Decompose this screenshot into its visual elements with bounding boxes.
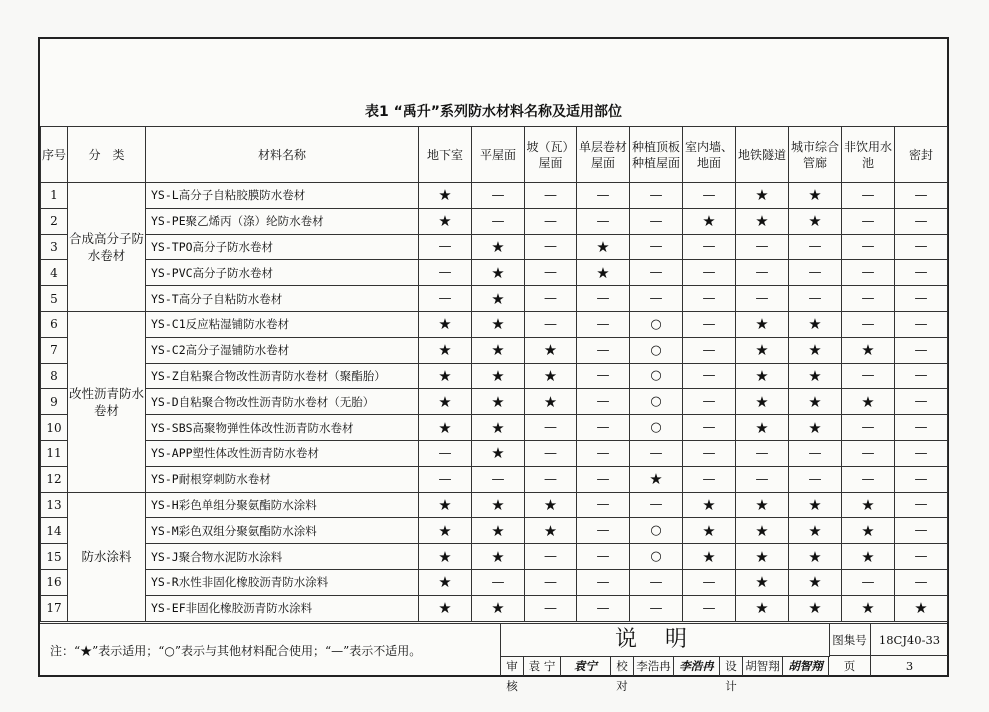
category-cell: 改性沥青防水卷材 xyxy=(68,311,146,492)
applicable-star: ★ xyxy=(472,363,525,389)
not-applicable-dash: — xyxy=(683,440,736,466)
material-name: YS-T高分子自粘防水卷材 xyxy=(146,286,419,312)
not-applicable-dash: — xyxy=(842,363,895,389)
applicable-star: ★ xyxy=(683,492,736,518)
material-name: YS-L高分子自粘胶膜防水卷材 xyxy=(146,183,419,209)
column-header: 城市综合管廊 xyxy=(789,127,842,183)
applicable-star: ★ xyxy=(472,260,525,286)
material-name: YS-D自粘聚合物改性沥青防水卷材（无胎） xyxy=(146,389,419,415)
combined-circle: ○ xyxy=(630,311,683,337)
not-applicable-dash: — xyxy=(419,466,472,492)
not-applicable-dash: — xyxy=(842,234,895,260)
row-number: 10 xyxy=(41,415,68,441)
applicable-star: ★ xyxy=(789,544,842,570)
material-name: YS-C2高分子湿铺防水卷材 xyxy=(146,337,419,363)
row-number: 9 xyxy=(41,389,68,415)
table-row xyxy=(41,492,948,518)
not-applicable-dash: — xyxy=(577,466,630,492)
applicable-star: ★ xyxy=(525,337,577,363)
applicable-star: ★ xyxy=(683,208,736,234)
applicable-star: ★ xyxy=(789,595,842,621)
not-applicable-dash: — xyxy=(577,415,630,441)
table-row xyxy=(41,337,948,363)
not-applicable-dash: — xyxy=(472,466,525,492)
applicable-star: ★ xyxy=(472,595,525,621)
column-header: 非饮用水池 xyxy=(842,127,895,183)
not-applicable-dash: — xyxy=(842,569,895,595)
not-applicable-dash: — xyxy=(472,183,525,209)
table-row xyxy=(41,208,948,234)
not-applicable-dash: — xyxy=(842,415,895,441)
applicable-star: ★ xyxy=(630,466,683,492)
applicable-star: ★ xyxy=(736,518,789,544)
not-applicable-dash: — xyxy=(683,415,736,441)
row-number: 3 xyxy=(41,234,68,260)
applicable-star: ★ xyxy=(789,311,842,337)
column-header: 序号 xyxy=(41,127,68,183)
applicable-star: ★ xyxy=(683,544,736,570)
footer xyxy=(40,623,947,693)
table-row xyxy=(41,260,948,286)
not-applicable-dash: — xyxy=(683,569,736,595)
not-applicable-dash: — xyxy=(789,260,842,286)
review-label: 审核 xyxy=(501,656,524,676)
row-number: 8 xyxy=(41,363,68,389)
not-applicable-dash: — xyxy=(789,234,842,260)
not-applicable-dash: — xyxy=(842,440,895,466)
row-number: 1 xyxy=(41,183,68,209)
column-header: 地铁隧道 xyxy=(736,127,789,183)
not-applicable-dash: — xyxy=(577,569,630,595)
applicable-star: ★ xyxy=(419,569,472,595)
reviewer-signature: 袁宁 xyxy=(561,656,611,676)
not-applicable-dash: — xyxy=(525,286,577,312)
not-applicable-dash: — xyxy=(895,440,948,466)
table-row xyxy=(41,440,948,466)
applicable-star: ★ xyxy=(736,183,789,209)
table-row xyxy=(41,415,948,441)
material-name: YS-R水性非固化橡胶沥青防水涂料 xyxy=(146,569,419,595)
applicable-star: ★ xyxy=(736,208,789,234)
not-applicable-dash: — xyxy=(789,286,842,312)
not-applicable-dash: — xyxy=(577,492,630,518)
applicable-star: ★ xyxy=(472,311,525,337)
applicable-star: ★ xyxy=(419,363,472,389)
table-row xyxy=(41,234,948,260)
not-applicable-dash: — xyxy=(683,595,736,621)
column-header: 室内墙、地面 xyxy=(683,127,736,183)
not-applicable-dash: — xyxy=(683,234,736,260)
not-applicable-dash: — xyxy=(683,363,736,389)
material-name: YS-M彩色双组分聚氨酯防水涂料 xyxy=(146,518,419,544)
not-applicable-dash: — xyxy=(525,311,577,337)
atlas-number: 18CJ40-33 xyxy=(871,624,948,656)
drawing-frame xyxy=(38,37,949,693)
not-applicable-dash: — xyxy=(683,466,736,492)
column-header: 种植顶板种植屋面 xyxy=(630,127,683,183)
row-number: 14 xyxy=(41,518,68,544)
applicable-star: ★ xyxy=(789,518,842,544)
not-applicable-dash: — xyxy=(895,466,948,492)
table-row xyxy=(41,518,948,544)
material-name: YS-C1反应粘湿铺防水卷材 xyxy=(146,311,419,337)
combined-circle: ○ xyxy=(630,389,683,415)
not-applicable-dash: — xyxy=(525,183,577,209)
column-header: 坡（瓦）屋面 xyxy=(525,127,577,183)
material-name: YS-PE聚乙烯丙（涤）纶防水卷材 xyxy=(146,208,419,234)
not-applicable-dash: — xyxy=(895,518,948,544)
not-applicable-dash: — xyxy=(577,183,630,209)
not-applicable-dash: — xyxy=(630,234,683,260)
not-applicable-dash: — xyxy=(789,440,842,466)
not-applicable-dash: — xyxy=(630,595,683,621)
column-header: 单层卷材屋面 xyxy=(577,127,630,183)
combined-circle: ○ xyxy=(630,363,683,389)
applicable-star: ★ xyxy=(842,595,895,621)
applicable-star: ★ xyxy=(842,492,895,518)
not-applicable-dash: — xyxy=(683,389,736,415)
not-applicable-dash: — xyxy=(895,183,948,209)
not-applicable-dash: — xyxy=(895,389,948,415)
table-row xyxy=(41,544,948,570)
applicable-star: ★ xyxy=(472,544,525,570)
category-cell: 合成高分子防水卷材 xyxy=(68,183,146,312)
applicable-star: ★ xyxy=(736,311,789,337)
applicable-star: ★ xyxy=(736,569,789,595)
applicable-star: ★ xyxy=(419,492,472,518)
applicable-star: ★ xyxy=(525,518,577,544)
not-applicable-dash: — xyxy=(895,260,948,286)
applicable-star: ★ xyxy=(577,234,630,260)
not-applicable-dash: — xyxy=(895,363,948,389)
not-applicable-dash: — xyxy=(842,208,895,234)
row-number: 6 xyxy=(41,311,68,337)
applicable-star: ★ xyxy=(472,440,525,466)
combined-circle: ○ xyxy=(630,518,683,544)
not-applicable-dash: — xyxy=(577,544,630,570)
applicable-star: ★ xyxy=(736,595,789,621)
table-header-row xyxy=(41,127,948,183)
not-applicable-dash: — xyxy=(525,595,577,621)
column-header: 平屋面 xyxy=(472,127,525,183)
reviewer-name: 袁 宁 xyxy=(524,656,561,676)
applicable-star: ★ xyxy=(525,492,577,518)
atlas-label: 图集号 xyxy=(829,624,871,656)
material-name: YS-TPO高分子防水卷材 xyxy=(146,234,419,260)
table-row xyxy=(41,183,948,209)
not-applicable-dash: — xyxy=(525,208,577,234)
combined-circle: ○ xyxy=(630,415,683,441)
not-applicable-dash: — xyxy=(895,492,948,518)
applicable-star: ★ xyxy=(419,415,472,441)
combined-circle: ○ xyxy=(630,337,683,363)
legend-note: 注：“★”表示适用；“○”表示与其他材料配合使用；“—”表示不适用。 xyxy=(50,644,422,658)
column-header: 分 类 xyxy=(68,127,146,183)
material-name: YS-J聚合物水泥防水涂料 xyxy=(146,544,419,570)
applicable-star: ★ xyxy=(472,286,525,312)
not-applicable-dash: — xyxy=(630,183,683,209)
applicable-star: ★ xyxy=(577,260,630,286)
applicable-star: ★ xyxy=(789,569,842,595)
table-row xyxy=(41,466,948,492)
title-block xyxy=(500,624,948,693)
not-applicable-dash: — xyxy=(525,234,577,260)
applicable-star: ★ xyxy=(789,363,842,389)
material-name: YS-PVC高分子防水卷材 xyxy=(146,260,419,286)
not-applicable-dash: — xyxy=(736,286,789,312)
row-number: 11 xyxy=(41,440,68,466)
not-applicable-dash: — xyxy=(630,569,683,595)
not-applicable-dash: — xyxy=(842,260,895,286)
applicable-star: ★ xyxy=(736,415,789,441)
checker-signature: 李浩冉 xyxy=(674,656,720,676)
applicable-star: ★ xyxy=(419,311,472,337)
applicable-star: ★ xyxy=(736,337,789,363)
not-applicable-dash: — xyxy=(472,569,525,595)
applicable-star: ★ xyxy=(842,337,895,363)
not-applicable-dash: — xyxy=(630,286,683,312)
not-applicable-dash: — xyxy=(895,311,948,337)
material-name: YS-EF非固化橡胶沥青防水涂料 xyxy=(146,595,419,621)
materials-table xyxy=(40,126,948,622)
applicable-star: ★ xyxy=(789,183,842,209)
applicable-star: ★ xyxy=(419,208,472,234)
not-applicable-dash: — xyxy=(842,183,895,209)
applicable-star: ★ xyxy=(683,518,736,544)
applicable-star: ★ xyxy=(419,183,472,209)
not-applicable-dash: — xyxy=(736,466,789,492)
not-applicable-dash: — xyxy=(683,337,736,363)
not-applicable-dash: — xyxy=(842,286,895,312)
not-applicable-dash: — xyxy=(895,337,948,363)
page-number: 3 xyxy=(905,659,914,673)
applicable-star: ★ xyxy=(472,415,525,441)
not-applicable-dash: — xyxy=(895,234,948,260)
applicable-star: ★ xyxy=(472,234,525,260)
not-applicable-dash: — xyxy=(525,544,577,570)
not-applicable-dash: — xyxy=(472,208,525,234)
not-applicable-dash: — xyxy=(577,208,630,234)
column-header: 地下室 xyxy=(419,127,472,183)
not-applicable-dash: — xyxy=(683,311,736,337)
page-label: 页 xyxy=(829,656,871,676)
not-applicable-dash: — xyxy=(577,595,630,621)
table-row xyxy=(41,389,948,415)
not-applicable-dash: — xyxy=(736,440,789,466)
row-number: 15 xyxy=(41,544,68,570)
applicable-star: ★ xyxy=(472,337,525,363)
not-applicable-dash: — xyxy=(525,440,577,466)
applicable-star: ★ xyxy=(736,544,789,570)
not-applicable-dash: — xyxy=(630,208,683,234)
applicable-star: ★ xyxy=(472,492,525,518)
not-applicable-dash: — xyxy=(895,208,948,234)
not-applicable-dash: — xyxy=(577,286,630,312)
applicable-star: ★ xyxy=(789,415,842,441)
applicable-star: ★ xyxy=(842,389,895,415)
not-applicable-dash: — xyxy=(895,286,948,312)
not-applicable-dash: — xyxy=(419,286,472,312)
applicable-star: ★ xyxy=(736,389,789,415)
not-applicable-dash: — xyxy=(895,569,948,595)
not-applicable-dash: — xyxy=(419,260,472,286)
designer-name: 胡智翔 xyxy=(743,656,783,676)
table-row xyxy=(41,595,948,621)
designer-signature: 胡智翔 xyxy=(783,656,829,676)
not-applicable-dash: — xyxy=(630,440,683,466)
row-number: 13 xyxy=(41,492,68,518)
not-applicable-dash: — xyxy=(577,363,630,389)
applicable-star: ★ xyxy=(525,363,577,389)
not-applicable-dash: — xyxy=(842,466,895,492)
applicable-star: ★ xyxy=(789,208,842,234)
not-applicable-dash: — xyxy=(895,544,948,570)
material-name: YS-Z自粘聚合物改性沥青防水卷材（聚酯胎） xyxy=(146,363,419,389)
applicable-star: ★ xyxy=(789,492,842,518)
not-applicable-dash: — xyxy=(525,569,577,595)
row-number: 16 xyxy=(41,569,68,595)
table-row xyxy=(41,286,948,312)
category-cell: 防水涂料 xyxy=(68,492,146,621)
table-title: 表1 “禹升”系列防水材料名称及适用部位 xyxy=(364,104,623,120)
applicable-star: ★ xyxy=(525,389,577,415)
row-number: 7 xyxy=(41,337,68,363)
row-number: 2 xyxy=(41,208,68,234)
not-applicable-dash: — xyxy=(577,518,630,544)
not-applicable-dash: — xyxy=(736,260,789,286)
combined-circle: ○ xyxy=(630,544,683,570)
table-row xyxy=(41,569,948,595)
applicable-star: ★ xyxy=(895,595,948,621)
row-number: 17 xyxy=(41,595,68,621)
row-number: 5 xyxy=(41,286,68,312)
column-header: 密封 xyxy=(895,127,948,183)
not-applicable-dash: — xyxy=(525,260,577,286)
applicable-star: ★ xyxy=(842,544,895,570)
not-applicable-dash: — xyxy=(895,415,948,441)
not-applicable-dash: — xyxy=(842,311,895,337)
material-name: YS-APP塑性体改性沥青防水卷材 xyxy=(146,440,419,466)
applicable-star: ★ xyxy=(472,518,525,544)
sheet-heading: 说明 xyxy=(501,624,830,657)
material-name: YS-P耐根穿刺防水卷材 xyxy=(146,466,419,492)
table-row xyxy=(41,363,948,389)
not-applicable-dash: — xyxy=(736,234,789,260)
not-applicable-dash: — xyxy=(683,286,736,312)
applicable-star: ★ xyxy=(419,595,472,621)
not-applicable-dash: — xyxy=(525,415,577,441)
material-name: YS-SBS高聚物弹性体改性沥青防水卷材 xyxy=(146,415,419,441)
not-applicable-dash: — xyxy=(419,234,472,260)
not-applicable-dash: — xyxy=(577,311,630,337)
applicable-star: ★ xyxy=(842,518,895,544)
not-applicable-dash: — xyxy=(577,389,630,415)
applicable-star: ★ xyxy=(419,518,472,544)
row-number: 4 xyxy=(41,260,68,286)
applicable-star: ★ xyxy=(789,337,842,363)
applicable-star: ★ xyxy=(789,389,842,415)
applicable-star: ★ xyxy=(472,389,525,415)
applicable-star: ★ xyxy=(419,389,472,415)
not-applicable-dash: — xyxy=(577,337,630,363)
row-number: 12 xyxy=(41,466,68,492)
not-applicable-dash: — xyxy=(630,260,683,286)
applicable-star: ★ xyxy=(419,337,472,363)
not-applicable-dash: — xyxy=(419,440,472,466)
design-label: 设计 xyxy=(720,656,743,676)
applicable-star: ★ xyxy=(736,363,789,389)
not-applicable-dash: — xyxy=(683,260,736,286)
not-applicable-dash: — xyxy=(630,492,683,518)
column-header: 材料名称 xyxy=(146,127,419,183)
not-applicable-dash: — xyxy=(577,440,630,466)
not-applicable-dash: — xyxy=(789,466,842,492)
not-applicable-dash: — xyxy=(683,183,736,209)
material-name: YS-H彩色单组分聚氨酯防水涂料 xyxy=(146,492,419,518)
not-applicable-dash: — xyxy=(525,466,577,492)
table-row xyxy=(41,311,948,337)
applicable-star: ★ xyxy=(736,492,789,518)
check-label: 校对 xyxy=(611,656,634,676)
applicable-star: ★ xyxy=(419,544,472,570)
checker-name: 李浩冉 xyxy=(634,656,674,676)
